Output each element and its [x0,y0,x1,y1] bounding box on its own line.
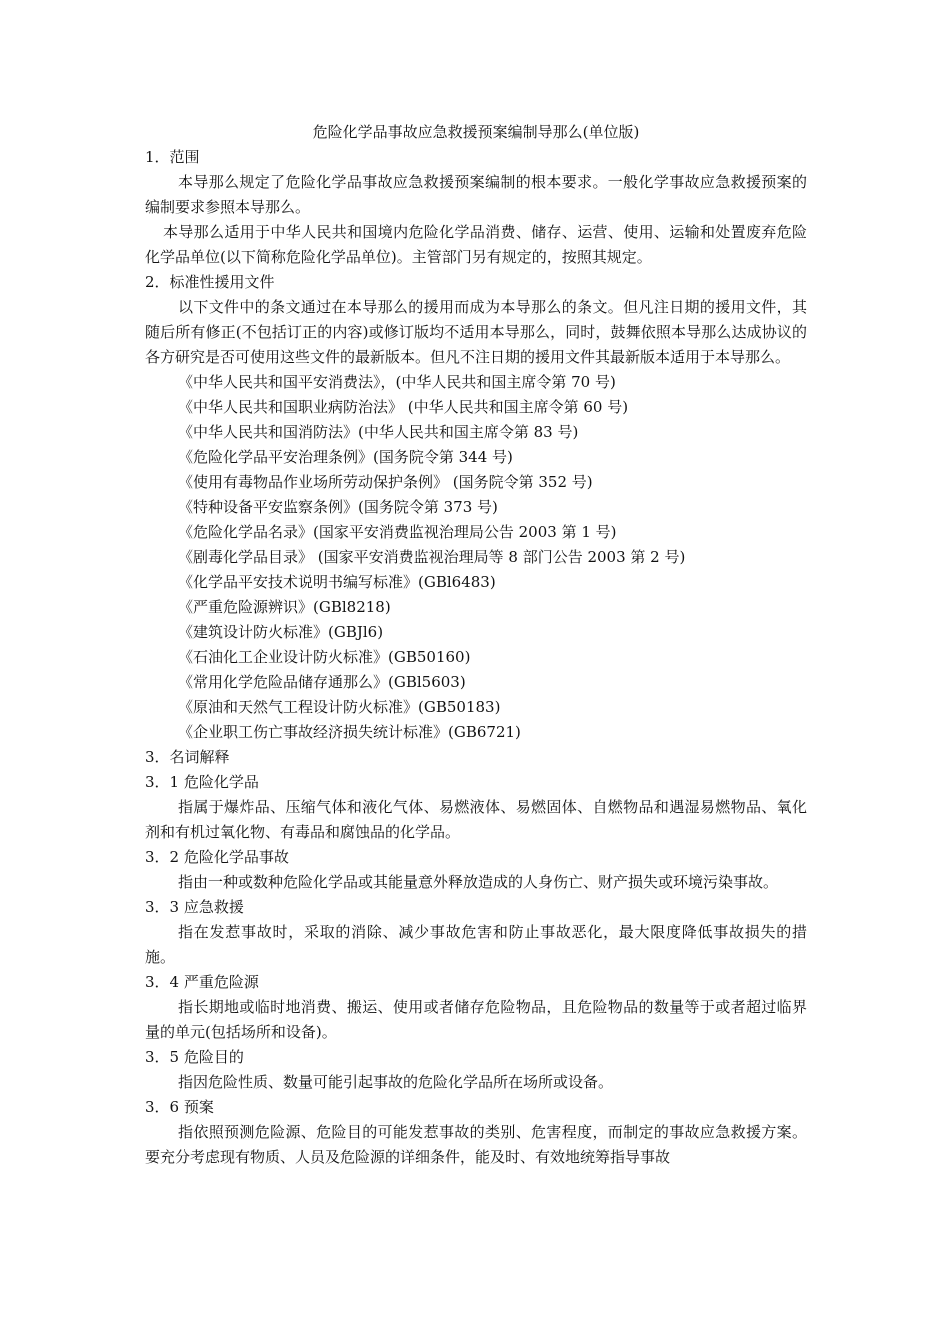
reference-item: 《中华人民共和国职业病防治法》 (中华人民共和国主席令第 60 号) [178,398,629,416]
term-definition: 指在发惹事故时，采取的消除、减少事故危害和防止事故恶化，最大限度降低事故损失的措施。 [145,923,807,966]
reference-item: 《常用化学危险品储存通那么》(GBl5603) [178,673,466,691]
term-heading: 3．2 危险化学品事故 [145,848,289,866]
reference-item: 《石油化工企业设计防火标准》(GB50160) [178,648,471,666]
section-scope [145,145,807,270]
reference-list [145,370,807,745]
term-heading: 3．3 应急救援 [145,898,244,916]
reference-item: 《中华人民共和国消防法》(中华人民共和国主席令第 83 号) [178,423,579,441]
paragraph: 本导那么规定了危险化学品事故应急救援预案编制的根本要求。一般化学事故应急救援预案的编制要求参照本导那么。 [145,173,807,216]
term-definition: 指长期地或临时地消费、搬运、使用或者储存危险物品，且危险物品的数量等于或者超过临界量的单元(包括场所和设备)。 [145,998,807,1041]
term-heading: 3．6 预案 [145,1098,214,1116]
paragraph: 以下文件中的条文通过在本导那么的援用而成为本导那么的条文。但凡注日期的援用文件，其随后所有修正(不包括订正的内容)或修订版均不适用本导那么，同时，鼓舞依照本导那么达成协议的各方研究是否可使用这些文件的最新版本。但凡不注日期的援用文件其最新版本适用于本导那么。 [145,298,807,366]
reference-item: 《建筑设计防火标准》(GBJl6) [178,623,384,641]
term-definition: 指属于爆炸品、压缩气体和液化气体、易燃液体、易燃固体、自燃物品和遇湿易燃物品、氧化剂和有机过氧化物、有毒品和腐蚀品的化学品。 [145,798,807,841]
section-heading: 3．名词解释 [145,748,230,766]
reference-item: 《化学品平安技术说明书编写标准》(GBl6483) [178,573,496,591]
document-title: 危险化学品事故应急救援预案编制导那么(单位版) [312,123,640,141]
term-definition: 指依照预测危险源、危险目的可能发惹事故的类别、危害程度，而制定的事故应急救援方案。要充分考虑现有物质、人员及危险源的详细条件，能及时、有效地统筹指导事故 [145,1123,807,1166]
term-heading: 3．4 严重危险源 [145,973,259,991]
term-heading: 3．5 危险目的 [145,1048,244,1066]
reference-item: 《剧毒化学品目录》 (国家平安消费监视治理局等 8 部门公告 2003 第 2 号) [178,548,686,566]
reference-item: 《严重危险源辨识》(GBl8218) [178,598,391,616]
reference-item: 《企业职工伤亡事故经济损失统计标准》(GB6721) [178,723,521,741]
reference-item: 《原油和天然气工程设计防火标准》(GB50183) [178,698,501,716]
section-definitions [145,745,807,1170]
section-normative-references [145,270,807,745]
paragraph: 本导那么适用于中华人民共和国境内危险化学品消费、储存、运营、使用、运输和处置废弃危险化学品单位(以下简称危险化学品单位)。主管部门另有规定的，按照其规定。 [145,223,807,266]
term-heading: 3．1 危险化学品 [145,773,259,791]
reference-item: 《中华人民共和国平安消费法》，(中华人民共和国主席令第 70 号) [178,373,616,391]
section-heading: 1．范围 [145,148,200,166]
term-definition: 指由一种或数种危险化学品或其能量意外释放造成的人身伤亡、财产损失或环境污染事故。 [178,873,779,891]
reference-item: 《危险化学品名录》(国家平安消费监视治理局公告 2003 第 1 号) [178,523,617,541]
document-page [145,120,807,1170]
reference-item: 《特种设备平安监察条例》(国务院令第 373 号) [178,498,498,516]
reference-item: 《使用有毒物品作业场所劳动保护条例》 (国务院令第 352 号) [178,473,593,491]
section-heading: 2．标准性援用文件 [145,273,275,291]
reference-item: 《危险化学品平安治理条例》(国务院令第 344 号) [178,448,513,466]
term-definition: 指因危险性质、数量可能引起事故的危险化学品所在场所或设备。 [178,1073,614,1091]
